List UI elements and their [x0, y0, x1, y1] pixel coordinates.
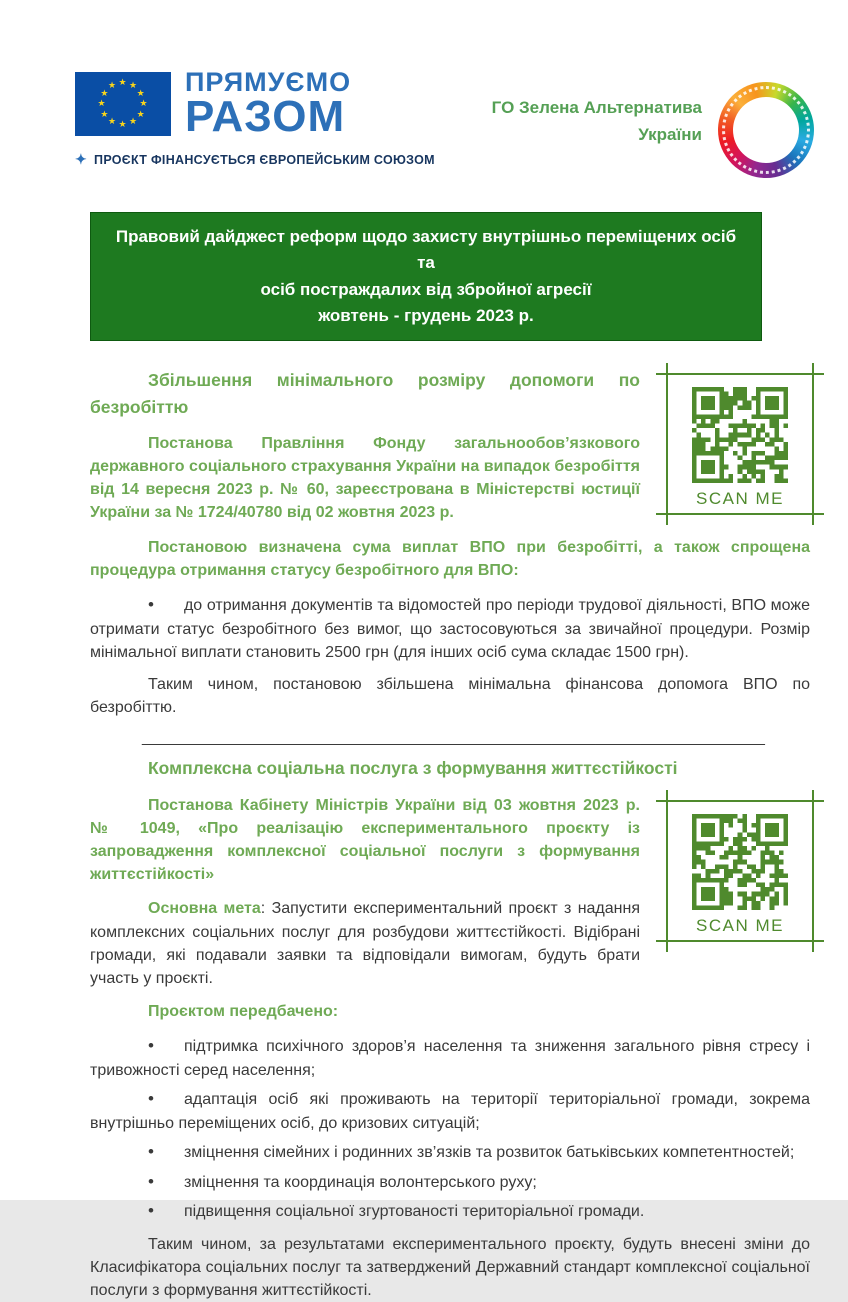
organization-name	[492, 82, 702, 148]
eu-flag-stars	[75, 72, 171, 136]
bullet-list	[90, 1034, 810, 1224]
list-item: • підвищення соціальної згуртованості територіальної громади.	[90, 1199, 810, 1224]
eu-star-icon: ★	[97, 98, 106, 109]
qr-scan-label: SCAN ME	[696, 489, 784, 509]
regulation-summary-paragraph: Постановою визначена сума виплат ВПО при безробітті, а також спрощена процедура отримання статусу безробітного для ВПО:	[90, 538, 810, 579]
page-header	[0, 0, 848, 178]
organization-block	[492, 70, 814, 178]
qr-frame-2	[666, 800, 814, 942]
conclusion-paragraph: Таким чином, за результатами експериментального проєкту, будуть внесені зміни до Класифікатора соціальних послуг та затверджений Державний стандарт комплексної соціальної послуги з формування життєстійкості.	[90, 1235, 810, 1300]
section-unemployment-benefit	[90, 367, 810, 719]
list-item: • зміцнення та координація волонтерського руху;	[90, 1170, 810, 1195]
eu-project-logo-block	[75, 67, 435, 178]
main-goal-label: Основна мета	[148, 900, 261, 918]
wordmark-line2: РАЗОМ	[185, 91, 346, 141]
main-goal-text: : Запустити експериментальний проєкт з надання комплексних соціальних послуг для розбудови життєстійкості. Відібрані громади, які подавали заявки та відповідали вимогам, будуть брати участь у проєкті.	[90, 900, 640, 987]
funding-note-text: ПРОЄКТ ФІНАНСУЄТЬСЯ ЄВРОПЕЙСЬКИМ СОЮЗОМ	[94, 152, 435, 167]
eu-star-icon: ★	[100, 108, 109, 119]
wordmark-line1: ПРЯМУЄМО	[185, 67, 352, 97]
eu-star-icon: ★	[108, 80, 117, 91]
eu-star-icon: ★	[108, 116, 117, 127]
conclusion-paragraph: Таким чином, постановою збільшена мінімальна фінансова допомога ВПО по безробіттю.	[90, 676, 810, 717]
list-item: • зміцнення сімейних і родинних зв’язків та розвиток батьківських компетентностей;	[90, 1140, 810, 1165]
project-wordmark	[185, 67, 352, 141]
section-title: Комплексна соціальна послуга з формування життєстійкості	[148, 758, 678, 779]
organization-name-line2: України	[638, 125, 702, 145]
list-item: • підтримка психічного здоров’я населення та зниження загального рівня стресу і тривожності серед населення;	[90, 1034, 810, 1082]
banner-line1: Правовий дайджест реформ щодо захисту внутрішньо переміщених осіб та	[115, 227, 737, 273]
qr-scan-label: SCAN ME	[696, 915, 784, 935]
sparkle-icon: ✦	[75, 151, 88, 168]
regulation-reference-paragraph: Постанова Кабінету Міністрів України від 03 жовтня 2023 р. № 1049, «Про реалізацію експериментального проєкту із запровадження комплексної соціальної послуги з формування життєстійкості»	[90, 796, 640, 884]
eu-star-icon: ★	[136, 87, 145, 98]
regulation-reference-paragraph: Постанова Правління Фонду загальнообов’язкового державного соціального страхування України на випадок безробіття від 14 вересня 2023 р. № 60, зареєстрована в Міністерстві юстиції України за № 1724/40780 від 02 жовтня 2023 р.	[90, 434, 640, 522]
eu-star-icon: ★	[129, 116, 138, 127]
eu-star-icon: ★	[136, 108, 145, 119]
eu-flag-icon	[75, 72, 171, 136]
qr-code-icon	[676, 387, 804, 488]
project-provides-subheading: Проєктом передбачено:	[148, 1003, 339, 1021]
eu-star-icon: ★	[129, 80, 138, 91]
organization-name-line1: ГО Зелена Альтернатива	[491, 98, 702, 117]
eu-star-icon: ★	[139, 98, 148, 109]
qr-code-box-1	[666, 373, 814, 515]
list-item: • адаптація осіб які проживають на території територіальної громади, зокрема внутрішньо переміщених осіб, до кризових ситуацій;	[90, 1087, 810, 1135]
eu-star-icon: ★	[100, 87, 109, 98]
eu-star-icon: ★	[118, 77, 127, 88]
banner-line2: осіб постраждалих від збройної агресії	[260, 279, 592, 299]
title-banner	[90, 212, 762, 341]
banner-line3: жовтень - грудень 2023 р.	[318, 306, 534, 326]
list-item: • до отримання документів та відомостей про періоди трудової діяльності, ВПО може отримати статус безробітного без вимог, що застосовуються за звичайної процедури. Розмір мінімальної виплати становить 2500 грн (для інших осіб сума складає 1500 грн).	[90, 593, 810, 664]
bullet-list	[90, 593, 810, 664]
qr-code-box-2	[666, 800, 814, 942]
qr-code-icon	[676, 814, 804, 915]
qr-frame-1	[666, 373, 814, 515]
document-body	[0, 341, 848, 1302]
section-social-service	[90, 755, 810, 1302]
funding-note	[75, 151, 435, 168]
organization-circle-logo-icon	[718, 82, 814, 178]
section-divider: ______________________________________________________________________	[142, 729, 765, 747]
section-title: Збільшення мінімального розміру допомоги по безробіттю	[90, 370, 640, 417]
eu-logo-row	[75, 67, 435, 141]
eu-star-icon: ★	[118, 119, 127, 130]
